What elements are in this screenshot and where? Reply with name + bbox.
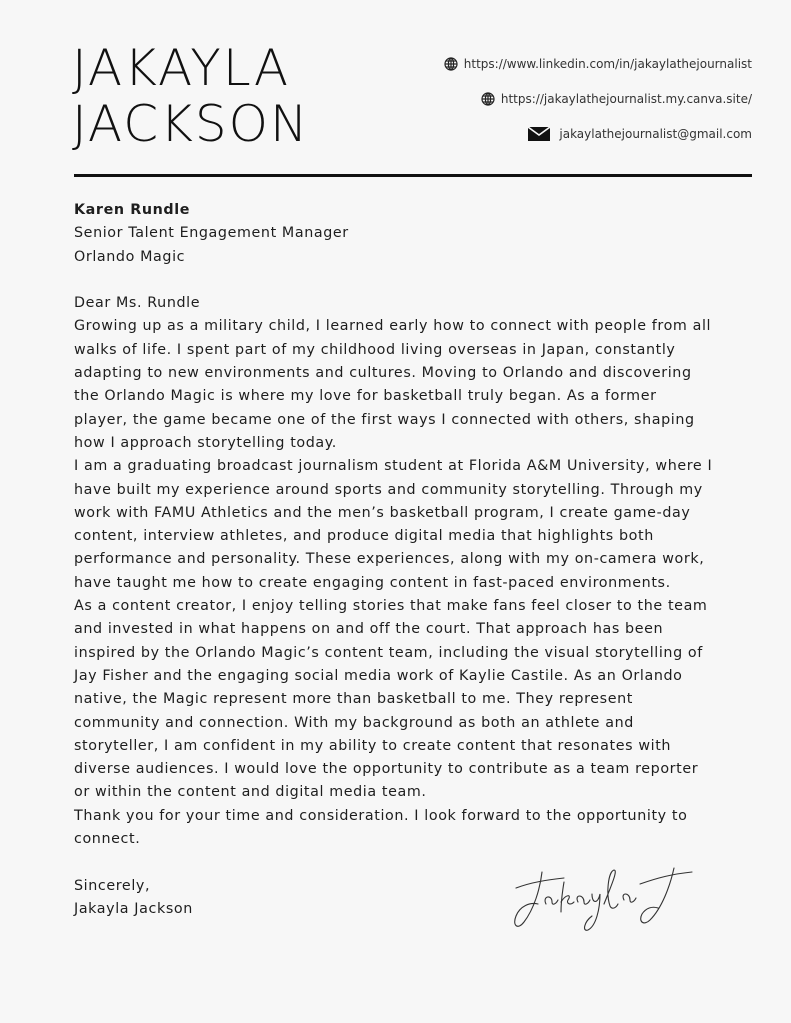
- name-line-first: JAKAYLA: [72, 39, 291, 97]
- applicant-name: [72, 40, 309, 152]
- contact-email[interactable]: [444, 125, 752, 143]
- paragraph: Thank you for your time and consideration. I look forward to the opportunity to connect.: [74, 807, 688, 848]
- salutation: Dear Ms. Rundle: [74, 295, 201, 312]
- name-line-last: JACKSON: [72, 95, 310, 153]
- closing: Sincerely,: [74, 877, 151, 894]
- paragraph: I am a graduating broadcast journalism student at Florida A&M University, where I have built my experience around sports and community storytelling. Through my work with FAMU Athletics and the men’s basketball program, I create game-day content, interview athletes, and produce digital media that highlights both performance and personality. These experiences, along with my on-camera work, have taught me how to create engaging content in fast-paced environments.: [74, 458, 713, 591]
- linkedin-url[interactable]: https://www.linkedin.com/in/jakaylathejournalist: [463, 57, 752, 71]
- handwritten-signature: [512, 864, 697, 934]
- recipient-name: Karen Rundle: [74, 202, 191, 218]
- letter-body: [74, 199, 714, 921]
- header-divider: [74, 174, 752, 177]
- paragraph: Growing up as a military child, I learned early how to connect with people from all walks of life. I spent part of my childhood living overseas in Japan, constantly adapting to new environments and cultures. Moving to Orlando and discovering the Orlando Magic is where my love for basketball truly began. As a former player, the game became one of the first ways I connected with others, shaping how I approach storytelling today.: [74, 318, 712, 451]
- envelope-icon: [528, 127, 550, 141]
- globe-icon: [444, 57, 458, 71]
- contact-linkedin[interactable]: [444, 55, 752, 73]
- globe-icon: [481, 92, 495, 106]
- recipient-organization: Orlando Magic: [74, 248, 186, 265]
- email-address[interactable]: jakaylathejournalist@gmail.com: [559, 127, 752, 141]
- signer-name: Jakayla Jackson: [74, 900, 193, 917]
- recipient-title: Senior Talent Engagement Manager: [74, 225, 349, 242]
- website-url[interactable]: https://jakaylathejournalist.my.canva.site/: [500, 92, 752, 106]
- paragraph: As a content creator, I enjoy telling stories that make fans feel closer to the team and invested in what happens on and off the court. That approach has been inspired by the Orlando Magic’s content team, including the visual storytelling of Jay Fisher and the engaging social media work of Kaylie Castile. As an Orlando native, the Magic represent more than basketball to me. They represent community and connection. With my background as both an athlete and storyteller, I am confident in my ability to create content that resonates with diverse audiences. I would love the opportunity to contribute as a team reporter or within the content and digital media team.: [74, 598, 708, 801]
- contact-website[interactable]: [444, 90, 752, 108]
- contact-list: [444, 55, 752, 160]
